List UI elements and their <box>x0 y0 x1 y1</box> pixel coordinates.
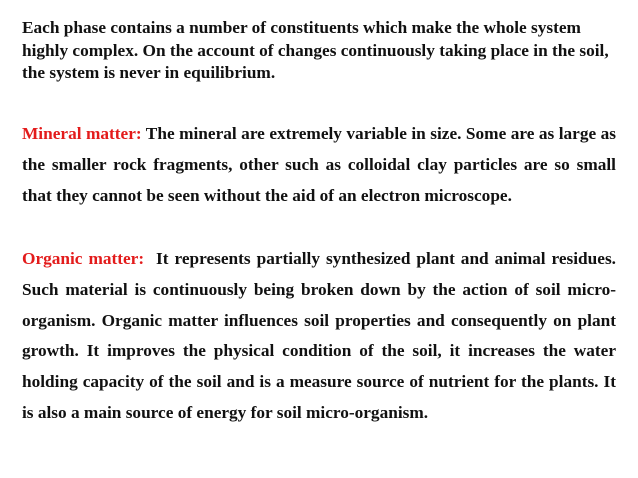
mineral-matter-term: Mineral matter: <box>22 124 142 143</box>
mineral-matter-paragraph <box>22 119 616 211</box>
organic-matter-paragraph <box>22 244 621 429</box>
intro-paragraph: Each phase contains a number of constituents which make the whole system highly complex. On the account of changes continuously taking place in the soil, the system is never in equilibrium. <box>22 18 609 82</box>
organic-matter-term: Organic matter: <box>22 249 145 268</box>
organic-matter-body: It represents partially synthesized plant and animal residues. Such material is continuously being broken down by the action of soil micro- organism. Organic matter influences soil properties and consequently on plant growth. It improves the physical condition of the soil, it increases the water holding capacity of the soil and is a measure source of nutrient for the plants. It is also a main source of energy for soil micro-organism. <box>22 249 621 422</box>
mineral-matter-body: The mineral are extremely variable in size. Some are as large as the smaller rock fragments, other such as colloidal clay particles are so small that they cannot be seen without the aid of an electron microscope. <box>22 124 617 205</box>
